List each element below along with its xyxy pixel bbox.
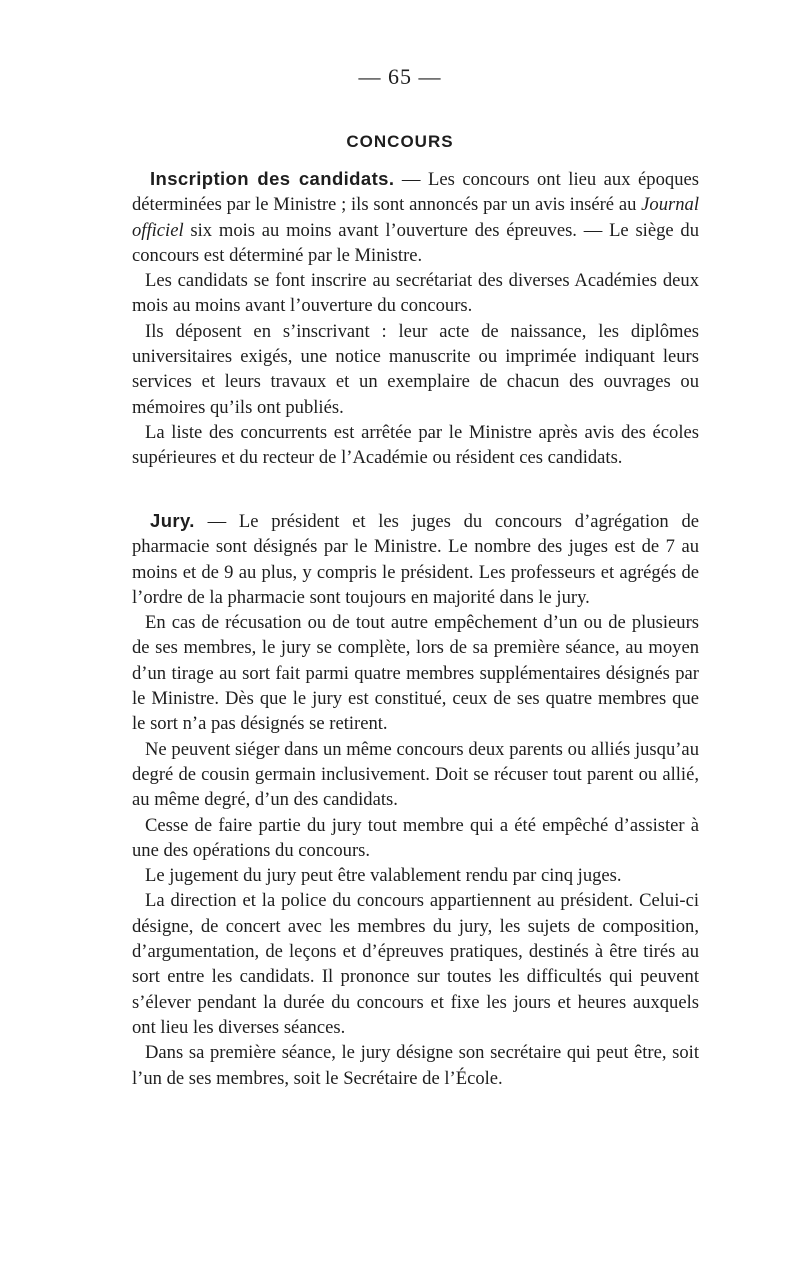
- run-in-heading: Jury.: [150, 510, 195, 531]
- paragraph-text: six mois au moins avant l’ouverture des épreuves. — Le siège du concours est déterminé par le Ministre.: [132, 219, 699, 266]
- run-in-heading: Inscription des candidats.: [150, 168, 395, 189]
- paragraph: [132, 166, 699, 268]
- section-title: CONCOURS: [346, 132, 454, 151]
- paragraph: La direction et la police du concours appartiennent au président. Celui-ci désigne, de concert avec les membres du jury, les sujets de composition, d’argumentation, de leçons et d’épreuves pratiques, destinés à être tirés au sort entre les candidats. Il prononce sur toutes les difficultés qui peuvent s’élever pendant la durée du concours et fixe les jours et heures auxquels ont lieu les diverses séances.: [132, 890, 699, 1038]
- paragraph: Le jugement du jury peut être valablement rendu par cinq juges.: [145, 865, 622, 887]
- paragraph: En cas de récusation ou de tout autre empêchement d’un ou de plusieurs de ses membres, le jury se complète, lors de sa première séance, au moyen d’un tirage au sort fait parmi quatre membres supplémentaires désignés par le Ministre. Dès que le jury est constitué, ceux de ses quatre membres que le sort n’a pas désignés se retirent.: [132, 612, 699, 735]
- paragraph: Les candidats se font inscrire au secrétariat des diverses Académies deux mois au moins avant l’ouverture du concours.: [132, 270, 699, 317]
- paragraph: Cesse de faire partie du jury tout membre qui a été empêché d’assister à une des opérations du concours.: [132, 814, 699, 861]
- section-inscription: [132, 166, 699, 471]
- paragraph: Dans sa première séance, le jury désigne son secrétaire qui peut être, soit l’un de ses membres, soit le Secrétaire de l’École.: [132, 1042, 699, 1089]
- paragraph-text: — Les concours ont lieu aux époques déterminées par le Ministre ; ils sont annoncés par un avis inséré au: [132, 169, 699, 216]
- paragraph: Ils déposent en s’inscrivant : leur acte de naissance, les diplômes universitaires exigés, une notice manuscrite ou imprimée indiquant leurs services et leurs travaux et un exemplaire de chacun des ouvrages ou mémoires qu’ils ont publiés.: [132, 320, 699, 418]
- paragraph-text: — Le président et les juges du concours d’agrégation de pharmacie sont désignés par le Ministre. Le nombre des juges est de 7 au moins et de 9 au plus, y compris le président. Les professeurs et agrégés de l’ordre de la pharmacie sont toujours en majorité dans le jury.: [132, 511, 699, 608]
- paragraph: [132, 508, 699, 610]
- page-number: — 65 —: [358, 64, 442, 89]
- paragraph: Ne peuvent siéger dans un même concours deux parents ou alliés jusqu’au degré de cousin germain inclusivement. Doit se récuser tout parent ou allié, au même degré, d’un des candidats.: [132, 738, 699, 811]
- paragraph: La liste des concurrents est arrêtée par le Ministre après avis des écoles supérieures et du recteur de l’Académie ou résident ces candidats.: [132, 421, 699, 469]
- section-jury: [132, 508, 699, 1091]
- journal-title: Journal officiel: [132, 194, 699, 241]
